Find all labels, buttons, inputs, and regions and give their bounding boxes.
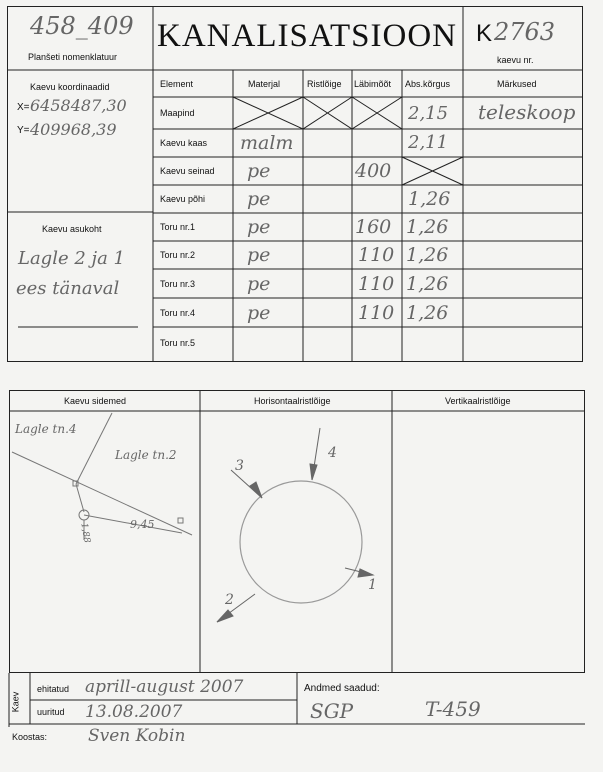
nomenclature-label: Planšeti nomenklatuur bbox=[28, 52, 118, 62]
row-element: Toru nr.5 bbox=[160, 338, 196, 348]
data-from-label: Andmed saadud: bbox=[304, 683, 380, 694]
row-abs: 2,15 bbox=[408, 103, 449, 124]
row-material: pe bbox=[247, 302, 271, 324]
row-element: Toru nr.2 bbox=[160, 250, 196, 260]
author-label: Koostas: bbox=[12, 732, 48, 742]
nomenclature-value: 458_409 bbox=[30, 12, 134, 40]
pipe-label-3: 3 bbox=[235, 458, 244, 474]
row-abs: 1,26 bbox=[406, 244, 449, 266]
row-notes: teleskoop bbox=[478, 100, 576, 124]
row-abs: 1,26 bbox=[406, 216, 449, 238]
section-horizontal: Horisontaalristlõige bbox=[254, 396, 331, 406]
distance-label-2: 1,88 bbox=[78, 522, 92, 544]
row-abs: 2,11 bbox=[408, 132, 449, 153]
location-line1: Lagle 2 ja 1 bbox=[18, 248, 125, 269]
row-element: Maapind bbox=[160, 108, 195, 118]
row-element: Toru nr.1 bbox=[160, 222, 196, 232]
y-label: Y= bbox=[17, 125, 30, 136]
well-side-label: Kaev bbox=[10, 691, 21, 713]
page-title: KANALISATSIOON bbox=[157, 18, 457, 54]
row-material: pe bbox=[247, 160, 271, 182]
street-label-1: Lagle tn.4 bbox=[15, 422, 77, 436]
section-vertical: Vertikaalristlõige bbox=[445, 396, 511, 406]
built-label: ehitatud bbox=[37, 684, 70, 694]
surveyed-value: 13.08.2007 bbox=[85, 702, 183, 722]
section-connections: Kaevu sidemed bbox=[64, 396, 127, 406]
street-label-2: Lagle tn.2 bbox=[115, 448, 177, 462]
pipe-label-2: 2 bbox=[225, 592, 234, 608]
y-value: 409968,39 bbox=[30, 120, 117, 139]
row-abs: 1,26 bbox=[406, 302, 449, 324]
data-reference: T-459 bbox=[425, 697, 481, 721]
location-label: Kaevu asukoht bbox=[42, 224, 102, 234]
location-line2: ees tänaval bbox=[16, 278, 120, 299]
row-diameter: 160 bbox=[355, 216, 392, 238]
row-element: Toru nr.4 bbox=[160, 308, 196, 318]
row-element: Kaevu seinad bbox=[160, 166, 215, 176]
row-diameter: 110 bbox=[358, 244, 395, 266]
col-cross-section: Ristlõige bbox=[307, 79, 342, 89]
col-notes: Märkused bbox=[497, 79, 537, 89]
well-prefix: K bbox=[476, 20, 493, 47]
col-abs-height: Abs.kõrgus bbox=[405, 79, 451, 89]
x-label: X= bbox=[17, 102, 30, 113]
row-element: Kaevu põhi bbox=[160, 194, 206, 204]
pipe-label-4: 4 bbox=[328, 445, 337, 461]
row-material: pe bbox=[247, 216, 271, 238]
row-abs: 1,26 bbox=[406, 273, 449, 295]
col-diameter: Läbimõõt bbox=[354, 79, 392, 89]
well-number-label: kaevu nr. bbox=[497, 55, 534, 65]
pipe-label-1: 1 bbox=[368, 577, 377, 593]
distance-label-1: 9,45 bbox=[130, 518, 155, 531]
row-material: pe bbox=[247, 188, 271, 210]
row-material: pe bbox=[247, 244, 271, 266]
built-value: aprill-august 2007 bbox=[85, 677, 244, 697]
row-diameter: 110 bbox=[358, 273, 395, 295]
coordinates-label: Kaevu koordinaadid bbox=[30, 82, 110, 92]
row-abs: 1,26 bbox=[408, 188, 451, 210]
row-material: pe bbox=[247, 273, 271, 295]
row-element: Toru nr.3 bbox=[160, 279, 196, 289]
col-element: Element bbox=[160, 79, 194, 89]
row-diameter: 110 bbox=[358, 302, 395, 324]
surveyed-label: uuritud bbox=[37, 707, 65, 717]
row-material: malm bbox=[240, 132, 294, 154]
row-diameter: 400 bbox=[355, 160, 392, 182]
author-value: Sven Kobin bbox=[88, 726, 186, 746]
row-element: Kaevu kaas bbox=[160, 138, 208, 148]
well-number: 2763 bbox=[494, 18, 556, 46]
col-material: Materjal bbox=[248, 79, 281, 89]
x-value: 6458487,30 bbox=[30, 96, 127, 115]
data-from-value: SGP bbox=[310, 699, 354, 723]
